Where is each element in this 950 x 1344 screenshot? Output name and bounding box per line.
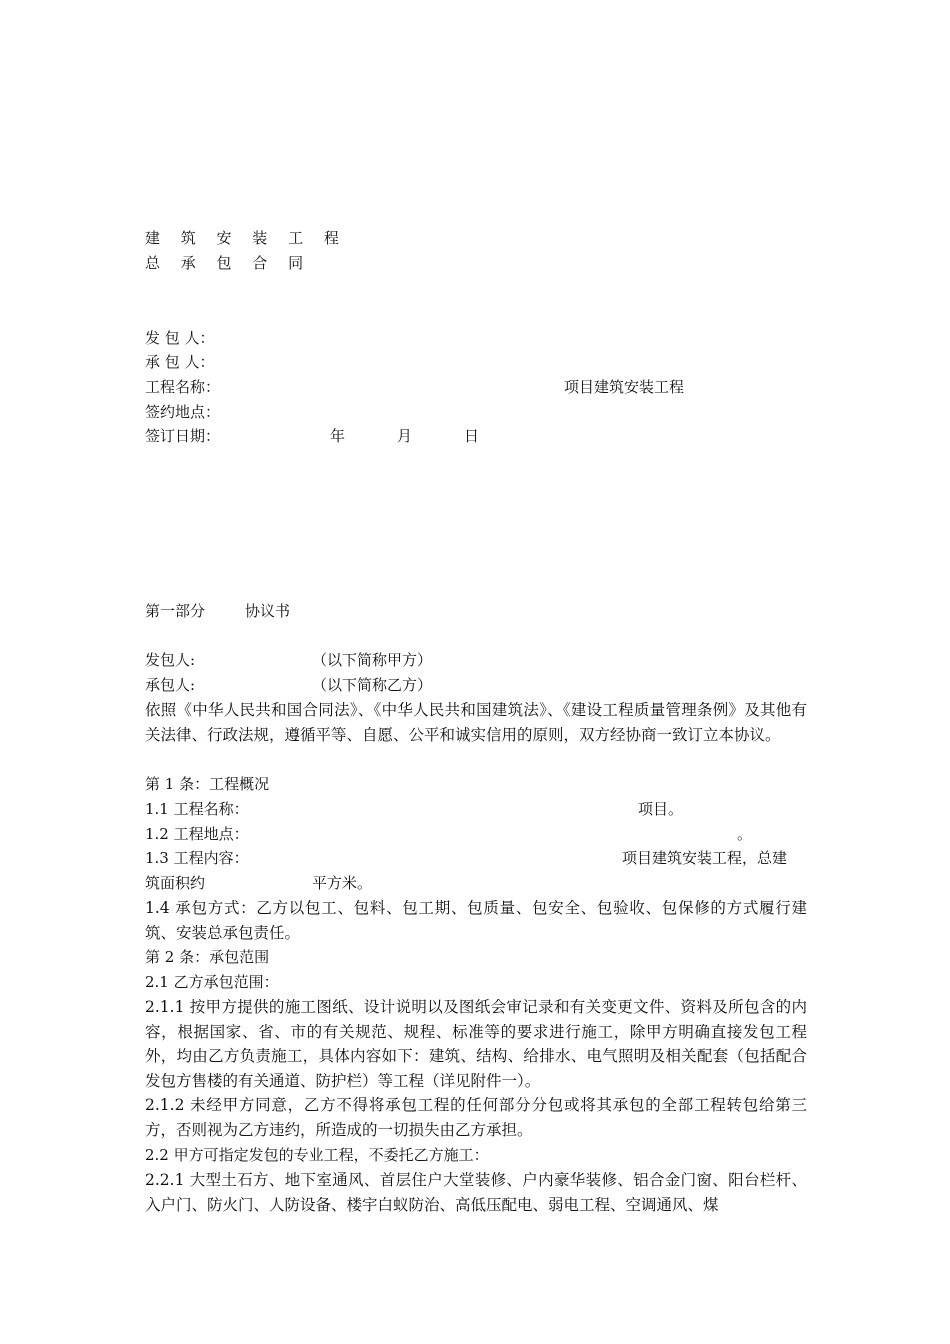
- cover-month: 月: [397, 427, 413, 445]
- article2-heading: 第 2 条：承包范围: [145, 948, 270, 966]
- contract-title-line1: 建 筑 安 装 工 程: [145, 229, 347, 247]
- clause-2-1-2: 2.1.2 未经甲方同意，乙方不得将承包工程的任何部分分包或将其承包的全部工程转包给第三方，否则视为乙方违约，所造成的一切损失由乙方承担。: [145, 1096, 807, 1139]
- cover-sign-date-label: 签订日期：: [145, 427, 221, 445]
- clause-2-1: 2.1 乙方承包范围：: [145, 973, 279, 991]
- clause-1-1-label: 1.1 工程名称：: [145, 800, 249, 818]
- cover-contractor-label: 承 包 人：: [145, 353, 215, 371]
- cover-project-name-suffix: 项目建筑安装工程: [564, 378, 685, 396]
- clause-2-1-1: 2.1.1 按甲方提供的施工图纸、设计说明以及图纸会审记录和有关变更文件、资料及所包含的内容，根据国家、省、市的有关规范、规程、标准等的要求进行施工，除甲方明确直接发包工程外，均由乙方负责施工，具体内容如下：建筑、结构、给排水、电气照明及相关配套（包括配合发包方售楼的有关通道、防护栏）等工程（详见附件一）。: [145, 998, 807, 1090]
- contract-title-line2: 总 承 包 合 同: [145, 254, 312, 272]
- cover-day: 日: [464, 427, 480, 445]
- agreement-employer-note: （以下简称甲方）: [312, 651, 433, 669]
- agreement-contractor: 承包人:: [145, 676, 196, 694]
- clause-2-2-1: 2.2.1 大型土石方、地下室通风、首层住户大堂装修、户内豪华装修、铝合金门窗、阳台栏杆、入户门、防火门、人防设备、楼宇白蚁防治、高低压配电、弱电工程、空调通风、煤: [145, 1171, 807, 1214]
- agreement-employer: 发包人:: [145, 651, 196, 669]
- cover-year: 年: [330, 427, 346, 445]
- cover-employer-label: 发 包 人：: [145, 329, 215, 347]
- clause-1-2-suffix: 。: [737, 825, 753, 843]
- agreement-intro: 依照《中华人民共和国合同法》、《中华人民共和国建筑法》、《建设工程质量管理条例》及其他有关法律、行政法规，遵循平等、自愿、公平和诚实信用的原则，双方经协商一致订立本协议。: [145, 701, 807, 744]
- clause-1-3-label: 1.3 工程内容：: [145, 849, 249, 867]
- agreement-contractor-note: （以下简称乙方）: [312, 676, 433, 694]
- clause-1-3-line2-b: 平方米。: [312, 874, 373, 892]
- clause-1-1-suffix: 项目。: [638, 800, 684, 818]
- article1-heading: 第 1 条：工程概况: [145, 775, 270, 793]
- cover-sign-place-label: 签约地点：: [145, 403, 221, 421]
- cover-project-name-label: 工程名称：: [145, 378, 221, 396]
- part-heading: 第一部分: [145, 602, 206, 620]
- clause-1-3-line2-a: 筑面积约: [145, 874, 206, 892]
- clause-2-2: 2.2 甲方可指定发包的专业工程，不委托乙方施工：: [145, 1146, 489, 1164]
- clause-1-2-label: 1.2 工程地点：: [145, 825, 249, 843]
- clause-1-3-suffix: 项目建筑安装工程，总建: [622, 849, 788, 867]
- clause-1-4: 1.4 承包方式：乙方以包工、包料、包工期、包质量、包安全、包验收、包保修的方式履行建筑、安装总承包责任。: [145, 899, 807, 942]
- part-title: 协议书: [245, 602, 291, 620]
